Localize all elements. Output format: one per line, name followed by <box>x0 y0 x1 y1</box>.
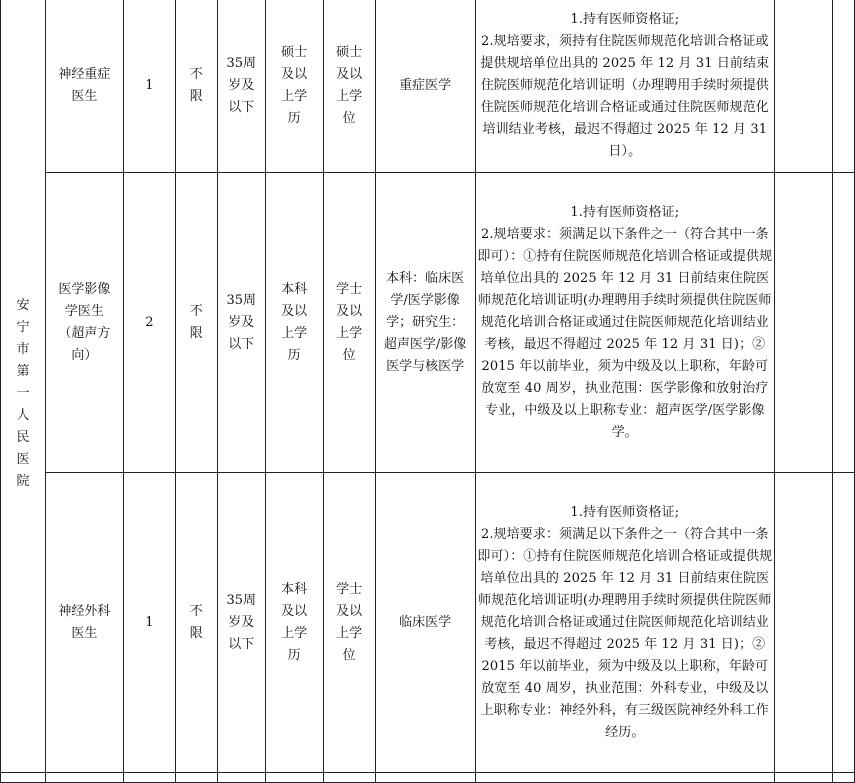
education-cell <box>265 173 323 473</box>
condition-line: 1.持有医师资格证; <box>570 11 680 27</box>
age-text: 35周岁及以下 <box>226 592 256 652</box>
degree-text: 学士及以上学位 <box>336 281 363 363</box>
education-text: 硕士及以上学历 <box>281 44 308 126</box>
table-row <box>1 0 855 173</box>
conditions-cell <box>475 473 775 773</box>
major-text: 重症医学 <box>399 77 452 93</box>
condition-line: 2.规培要求：须满足以下条件之一（符合其中一条即可）：①持有住院医师规范化培训合格证或提供规培单位出具的 2025 年 12 月 31 日前结束住院医师规范化培训证明(办理聘用手续时须提供住院医师规范化培训合格证或通过住院医师规范化培训结业考核，最迟不得超过 2025 年 12 月 31 日)；② 2015 年以前毕业，须为中级及以上职称，年龄可放宽至 40 周岁，执业范围：医学影像和放射治疗专业，中级及以上职称专业：超声医学/医学影像学。 <box>477 226 773 440</box>
gender-cell <box>175 173 217 473</box>
extra-cell <box>832 473 854 773</box>
major-cell <box>375 0 475 173</box>
table-row <box>1 173 855 473</box>
major-text: 本科：临床医学/医学影像学；研究生：超声医学/影像医学与核医学 <box>383 270 467 374</box>
remark-cell <box>775 173 833 473</box>
position-name: 神经重症医生 <box>58 66 111 104</box>
remark-cell <box>775 0 833 173</box>
gender-text: 不限 <box>189 303 203 341</box>
unit-name: 安宁市第一人民医院 <box>16 297 30 489</box>
position-name: 神经外科医生 <box>58 603 111 641</box>
count-cell: 2 <box>123 173 175 473</box>
condition-line: 2.规培要求，须持有住院医师规范化培训合格证或提供规培单位出具的 2025 年 12 月 31 日前结束住院医师规范化培训证明（办理聘用手续时须提供住院医师规范化培训合格证或通过住院医师规范化培训结业考核，最迟不得超过 2025 年 12 月 31 日）。 <box>480 33 770 159</box>
table-row <box>1 473 855 773</box>
position-name: 医学影像学医生（超声方向） <box>58 281 111 363</box>
position-cell <box>45 473 123 773</box>
conditions-cell <box>475 0 775 173</box>
condition-line: 1.持有医师资格证; <box>570 504 680 520</box>
position-cell <box>45 0 123 173</box>
degree-text: 学士及以上学位 <box>336 581 363 663</box>
condition-line: 1.持有医师资格证; <box>570 204 680 220</box>
count-cell: 1 <box>123 0 175 173</box>
age-text: 35周岁及以下 <box>226 292 256 352</box>
education-cell <box>265 473 323 773</box>
condition-line: 2.规培要求：须满足以下条件之一（符合其中一条即可）：①持有住院医师规范化培训合格证或提供规培单位出具的 2025 年 12 月 31 日前结束住院医师规范化培训证明(办理聘用手续时须提供住院医师规范化培训合格证或通过住院医师规范化培训结业考核，最迟不得超过 2025 年 12 月 31 日)；② 2015 年以前毕业，须为中级及以上职称，年龄可放宽至 40 周岁，执业范围：外科专业，中级及以上职称专业：神经外科，有三级医院神经外科工作经历。 <box>477 526 773 740</box>
age-cell <box>217 0 265 173</box>
gender-text: 不限 <box>189 603 203 641</box>
gender-cell <box>175 473 217 773</box>
table-row <box>1 773 855 783</box>
education-text: 本科及以上学历 <box>281 581 308 663</box>
unit-cell <box>1 0 46 773</box>
education-text: 本科及以上学历 <box>281 281 308 363</box>
age-cell <box>217 173 265 473</box>
degree-cell <box>323 473 375 773</box>
major-cell <box>375 473 475 773</box>
degree-cell <box>323 173 375 473</box>
gender-cell <box>175 0 217 173</box>
education-cell <box>265 0 323 173</box>
gender-text: 不限 <box>189 66 203 104</box>
age-cell <box>217 473 265 773</box>
remark-cell <box>775 473 833 773</box>
conditions-cell <box>475 173 775 473</box>
extra-cell <box>832 0 854 173</box>
degree-text: 硕士及以上学位 <box>336 44 363 126</box>
extra-cell <box>832 173 854 473</box>
degree-cell <box>323 0 375 173</box>
age-text: 35周岁及以下 <box>226 55 256 115</box>
major-cell <box>375 173 475 473</box>
count-cell: 1 <box>123 473 175 773</box>
major-text: 临床医学 <box>399 614 452 630</box>
position-cell <box>45 173 123 473</box>
